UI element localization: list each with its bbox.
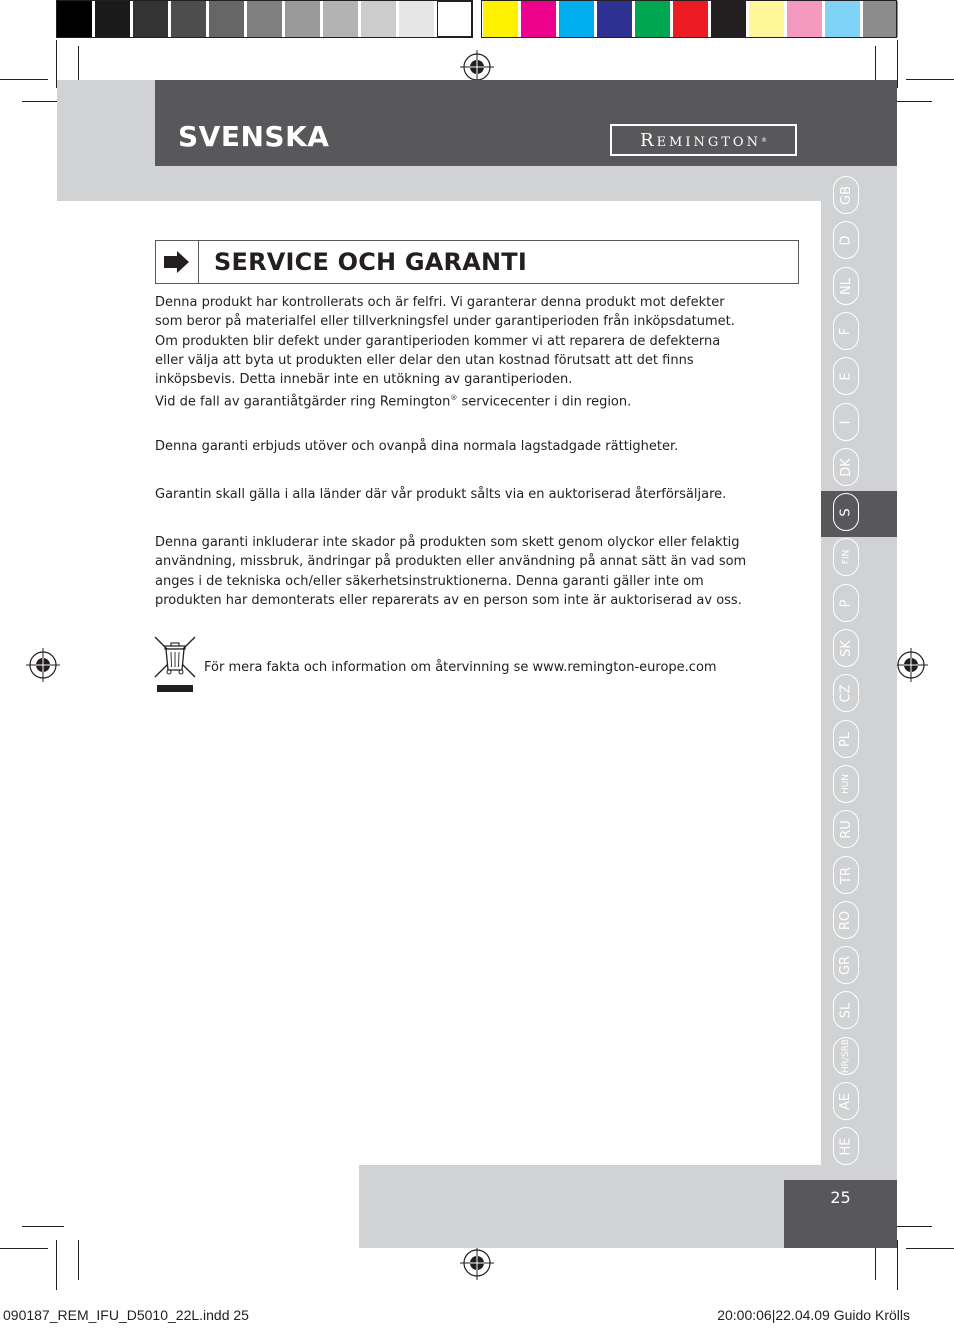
paragraph-warranty-terms xyxy=(155,293,795,412)
language-tab-s xyxy=(833,493,859,531)
text-line: produkten har demonterats eller reparerats av en person som inte är auktoriserad av oss. xyxy=(155,592,742,608)
section-arrow-box xyxy=(155,240,199,284)
crop-mark xyxy=(22,1226,64,1227)
crop-mark xyxy=(897,1240,898,1290)
language-tab-label: GR xyxy=(838,955,854,975)
language-tab-label: AE xyxy=(838,1092,854,1110)
crop-mark xyxy=(0,79,48,80)
text-line: Denna garanti inkluderar inte skador på produkten som skett genom olyckor eller felaktig xyxy=(155,535,740,550)
language-tab-label: RO xyxy=(838,910,854,930)
paragraph-countries xyxy=(155,485,795,504)
language-tab-nl xyxy=(833,267,859,305)
text-line xyxy=(155,389,795,412)
language-tab-gb xyxy=(833,176,859,214)
language-tab-label: HR/SRB xyxy=(841,1038,852,1074)
text-fragment: Vid de fall av garantiåtgärder ring Remington xyxy=(155,394,451,410)
language-tab-label: F xyxy=(838,327,854,335)
printer-color-bar xyxy=(57,0,897,38)
language-tab-fin xyxy=(833,538,859,576)
paragraph-statutory-rights xyxy=(155,437,795,456)
crop-mark xyxy=(906,79,954,80)
language-tab-f xyxy=(833,312,859,350)
language-tab-cz xyxy=(833,674,859,712)
language-tab-label: NL xyxy=(838,277,854,295)
language-tab-sl xyxy=(833,991,859,1029)
file-slug: 090187_REM_IFU_D5010_22L.indd 25 xyxy=(3,1307,249,1323)
language-tab-label: DK xyxy=(838,457,854,477)
language-tab-dk xyxy=(833,448,859,486)
registration-mark-icon xyxy=(460,50,494,84)
registration-mark-icon xyxy=(894,648,928,682)
language-tab-label: P xyxy=(838,599,854,607)
brand-logo-text: Remington xyxy=(640,129,761,151)
language-tab-i xyxy=(833,403,859,441)
crop-mark xyxy=(906,1248,954,1249)
language-tab-ru xyxy=(833,810,859,848)
text-line: som beror på materialfel eller tillverkningsfel under garantiperioden från inköpsdatumet. xyxy=(155,314,735,330)
crop-mark xyxy=(78,1240,79,1280)
language-tab-label: FIN xyxy=(840,549,851,565)
language-tab-label: SK xyxy=(838,639,854,657)
language-tab-label: TR xyxy=(838,866,854,884)
recycling-info: För mera fakta och information om återvinning se www.remington-europe.com xyxy=(204,660,717,675)
paragraph-exclusions xyxy=(155,533,795,610)
crop-mark xyxy=(0,1248,48,1249)
text-fragment: servicecenter i din region. xyxy=(457,394,632,410)
language-tab-sk xyxy=(833,629,859,667)
section-title: SERVICE OCH GARANTI xyxy=(214,248,527,276)
language-tab-label: SL xyxy=(838,1002,854,1018)
text-line: Garantin skall gälla i alla länder där vår produkt sålts via en auktoriserad återförsäljare. xyxy=(155,487,727,502)
brand-logo xyxy=(610,124,797,156)
crop-mark xyxy=(56,1240,57,1290)
language-tab-ro xyxy=(833,901,859,939)
language-tab-label: S xyxy=(838,507,854,517)
timestamp-slug: 20:00:06|22.04.09 Guido Krölls xyxy=(717,1307,910,1323)
color-bar-frame xyxy=(481,0,897,38)
registration-mark-icon xyxy=(460,1246,494,1280)
text-line: Om produkten blir defekt under garantiperioden kommer vi att reparera de defekterna xyxy=(155,333,721,349)
arrow-right-icon xyxy=(155,240,199,284)
page-title: SVENSKA xyxy=(178,120,330,153)
language-tab-p xyxy=(833,584,859,622)
brand-reg-mark: ® xyxy=(760,136,767,144)
text-line: eller välja att byta ut produkten eller delar den utan kostnad förutsatt att det finns xyxy=(155,352,694,368)
crossed-bin-icon xyxy=(154,636,196,694)
language-tab-label: PL xyxy=(838,731,854,747)
text-line: anges i de tekniska och/eller säkerhetsinstruktionerna. Denna garanti gäller inte om xyxy=(155,573,704,589)
registration-mark-icon xyxy=(26,648,60,682)
language-tab-e xyxy=(833,357,859,395)
language-tab-label: CZ xyxy=(838,684,854,702)
page-number: 25 xyxy=(830,1188,851,1207)
language-tab-label: E xyxy=(838,371,854,381)
crop-mark xyxy=(897,40,898,88)
language-tab-ae xyxy=(833,1082,859,1120)
language-tab-pl xyxy=(833,720,859,758)
language-tab-label: D xyxy=(838,234,854,246)
language-tab-tr xyxy=(833,856,859,894)
text-line: Denna garanti erbjuds utöver och ovanpå dina normala lagstadgade rättigheter. xyxy=(155,439,679,454)
text-line: inköpsbevis. Detta innebär inte en utökning av garantiperioden. xyxy=(155,372,573,388)
language-tab-he xyxy=(833,1127,859,1165)
registered-mark: ® xyxy=(450,394,458,403)
text-line: Denna produkt har kontrollerats och är felfri. Vi garanterar denna produkt mot defekter xyxy=(155,295,725,310)
language-tab-hun xyxy=(833,765,859,803)
language-tab-label: HUN xyxy=(841,773,851,795)
language-tab-d xyxy=(833,221,859,259)
color-bar-frame xyxy=(56,0,473,38)
language-tab-label: GB xyxy=(838,185,854,205)
language-tab-label: RU xyxy=(838,819,854,839)
language-tab-gr xyxy=(833,946,859,984)
language-tab-label: HE xyxy=(838,1137,854,1155)
language-tab-hr-srb xyxy=(833,1037,859,1075)
language-tab-label: I xyxy=(838,420,854,424)
text-line: användning, missbruk, ändringar på produkten eller användning på annat sätt än vad som xyxy=(155,554,747,570)
